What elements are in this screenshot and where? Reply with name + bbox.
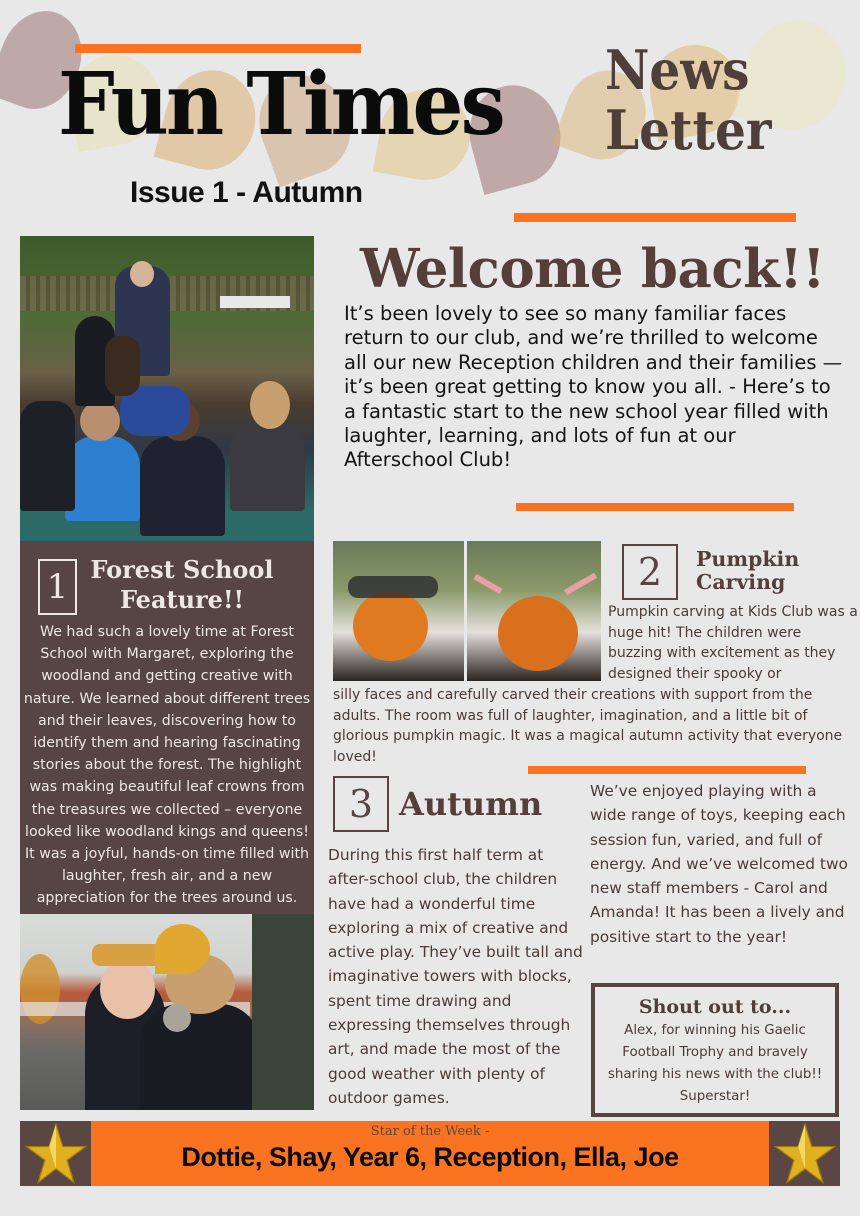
section-number-box: [333, 776, 389, 832]
newsletter-line2: Letter: [605, 98, 772, 162]
star-cell-right: [769, 1121, 840, 1186]
welcome-heading: Welcome back!!: [360, 238, 825, 300]
forest-school-heading: Forest School Feature!!: [90, 555, 274, 614]
pumpkin-heading-line2: Carving: [696, 570, 786, 594]
orange-accent-bar: [528, 766, 806, 774]
leaf-crowns-photo: [20, 914, 314, 1110]
star-of-the-week-names: Dottie, Shay, Year 6, Reception, Ella, Joe: [181, 1142, 679, 1172]
autumn-body: During this first half term at after-school club, the children have had a wonderful time exploring a mix of creative and active play. They’ve built tall and imaginative towers with blocks, spent time drawing and expressing themselves through art, and made the most of the good weather with plenty of outdoor games.: [328, 846, 583, 1107]
shout-out-box: [591, 983, 839, 1117]
forest-school-section: [20, 541, 314, 914]
shout-out-heading: Shout out to...: [638, 996, 792, 1018]
autumn-heading: Autumn: [399, 785, 543, 823]
forest-school-group-photo: [20, 236, 314, 541]
orange-accent-bar: [75, 44, 361, 53]
autumn-body-continued: We’ve enjoyed playing with a wide range of toys, keeping each session fun, varied, and full of energy. And we’ve welcomed two new staff members - Carol and Amanda! It has been a lively and positive start to the year!: [590, 782, 848, 946]
star-of-the-week-label: Star of the Week -: [370, 1124, 490, 1139]
newsletter-title: Fun Times: [58, 54, 503, 155]
welcome-body: It’s been lovely to see so many familiar faces return to our club, and we’re thrilled to welcome all our new Reception children and their families — it’s been great getting to know you all. - Here’s to a fantastic start to the new school year filled with laughter, learning, and lots of fun at our Afterschool Club!: [344, 302, 843, 472]
carved-pumpkins-photo: [333, 541, 601, 681]
gold-star-icon: [774, 1123, 836, 1185]
issue-subtitle: Issue 1 - Autumn: [130, 176, 363, 209]
orange-accent-bar: [516, 503, 794, 511]
newsletter-line1: News: [605, 38, 750, 102]
newsletter-label: [605, 40, 772, 160]
pumpkin-carving-body-continued: silly faces and carefully carved their creations with support from the adults. The room was full of laughter, imagination, and a little bit of glorious pumpkin magic. It was a magical autumn activity that everyone loved!: [333, 687, 843, 766]
orange-accent-bar: [514, 213, 796, 222]
section-number: 2: [637, 550, 663, 594]
section-number-box: [622, 544, 678, 600]
pumpkin-carving-body: Pumpkin carving at Kids Club was a huge hit! The children were buzzing with excitement as they designed their spooky or: [608, 604, 858, 683]
forest-school-body: We had such a lovely time at Forest School with Margaret, exploring the woodland and getting creative with nature. We learned about different trees and their leaves, discovering how to identify them and hearing fascinating stories about the forest. The highlight was making beautiful leaf crowns from the treasures we collected – everyone looked like woodland kings and queens! It was a joyful, hands-on time filled with laughter, fresh air, and a new appreciation for the trees around us.: [23, 624, 311, 907]
section-number: 1: [46, 567, 69, 607]
pumpkin-heading-line1: Pumpkin: [696, 547, 800, 571]
section-number: 3: [348, 782, 374, 826]
shout-out-body: Alex, for winning his Gaelic Football Trophy and bravely sharing his news with the club!! Superstar!: [607, 1023, 823, 1104]
section-number-box: [38, 559, 77, 615]
star-of-the-week-banner: [20, 1121, 840, 1186]
pumpkin-carving-heading: [696, 548, 799, 594]
